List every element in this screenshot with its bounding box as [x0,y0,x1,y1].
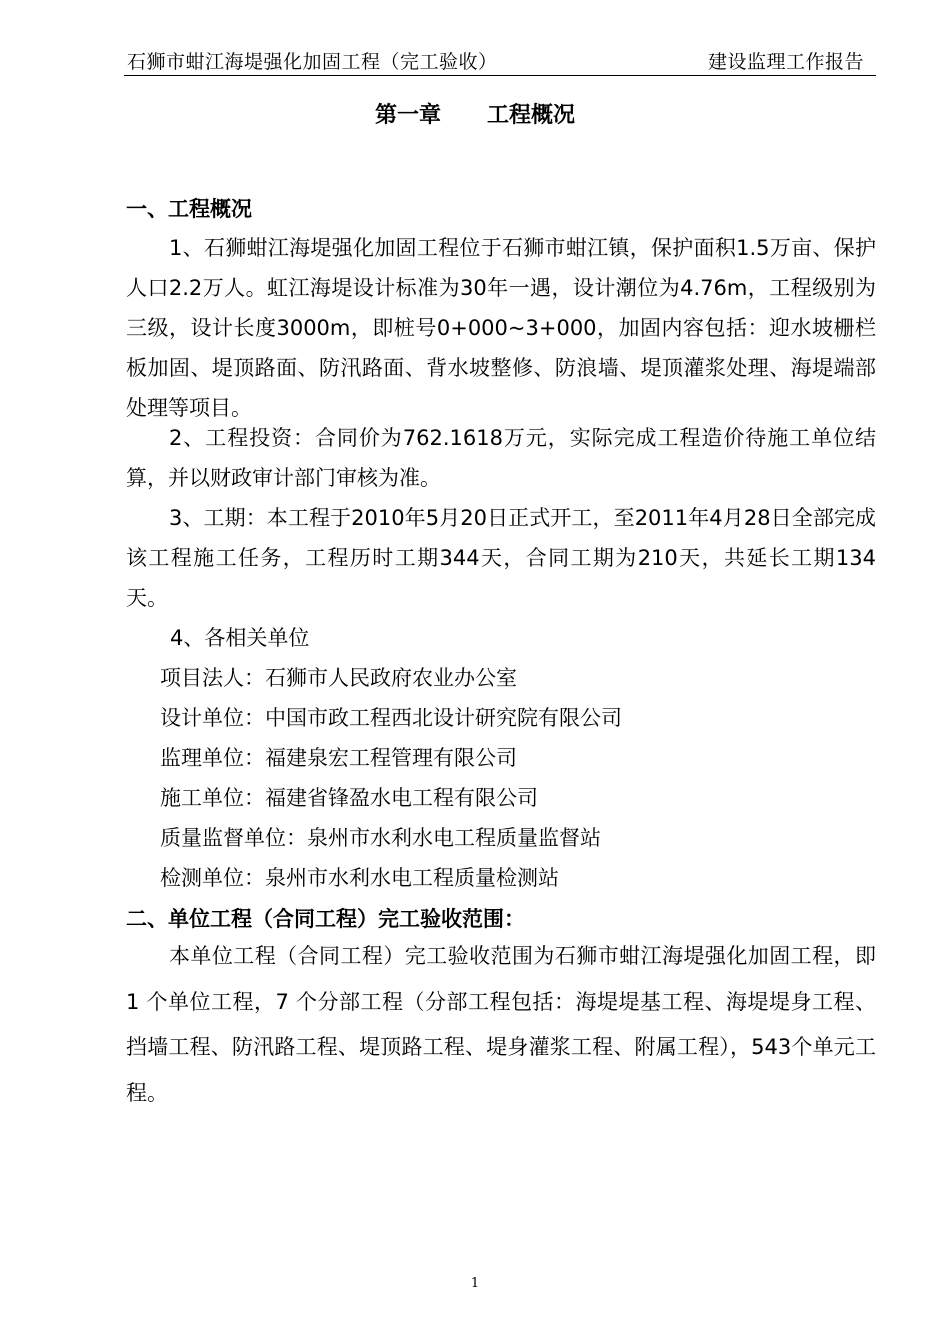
chapter-title: 第一章 工程概况 [375,103,575,128]
paragraph-project-schedule: 3、工期：本工程于2010年5月20日正式开工，至2011年4月28日全部完成该工程施工任务，工程历时工期344天，合同工期为210天，共延长工期134天。 [126,506,876,610]
paragraph-acceptance-scope: 本单位工程（合同工程）完工验收范围为石狮市蚶江海堤强化加固工程，即 1 个单位工程，7 个分部工程（分部工程包括：海堤堤基工程、海堤堤身工程、挡墙工程、防汛路工程、堤顶路工程、堤身灌浆工程、附属工程），543个单元工程。 [126,944,876,1105]
unit-project-owner: 项目法人：石狮市人民政府农业办公室 [160,666,517,690]
unit-design: 设计单位：中国市政工程西北设计研究院有限公司 [160,706,622,730]
paragraph-project-location: 1、石狮蚶江海堤强化加固工程位于石狮市蚶江镇，保护面积1.5万亩、保护人口2.2万人。虹江海堤设计标准为30年一遇，设计潮位为4.76m，工程级别为三级，设计长度3000m，即桩号0+000~3+000，加固内容包括：迎水坡栅栏板加固、堤顶路面、防汛路面、背水坡整修、防浪墙、堤顶灌浆处理、海堤端部处理等项目。 [126,236,876,420]
header-project-title: 石狮市蚶江海堤强化加固工程（完工验收） [127,51,498,73]
page-number: 1 [470,1276,480,1291]
header-divider [124,75,876,76]
section-heading-overview: 一、工程概况 [126,197,252,221]
header-report-title: 建设监理工作报告 [707,51,864,73]
unit-construction: 施工单位：福建省锋盈水电工程有限公司 [160,786,538,810]
unit-quality-supervision: 质量监督单位：泉州市水利水电工程质量监督站 [160,826,601,850]
paragraph-project-investment: 2、工程投资：合同价为762.1618万元，实际完成工程造价待施工单位结算，并以财政审计部门审核为准。 [126,426,876,490]
section-heading-acceptance-scope: 二、单位工程（合同工程）完工验收范围： [126,907,525,931]
unit-testing: 检测单位：泉州市水利水电工程质量检测站 [160,866,559,890]
units-heading: 4、各相关单位 [170,626,310,650]
unit-supervision: 监理单位：福建泉宏工程管理有限公司 [160,746,517,770]
